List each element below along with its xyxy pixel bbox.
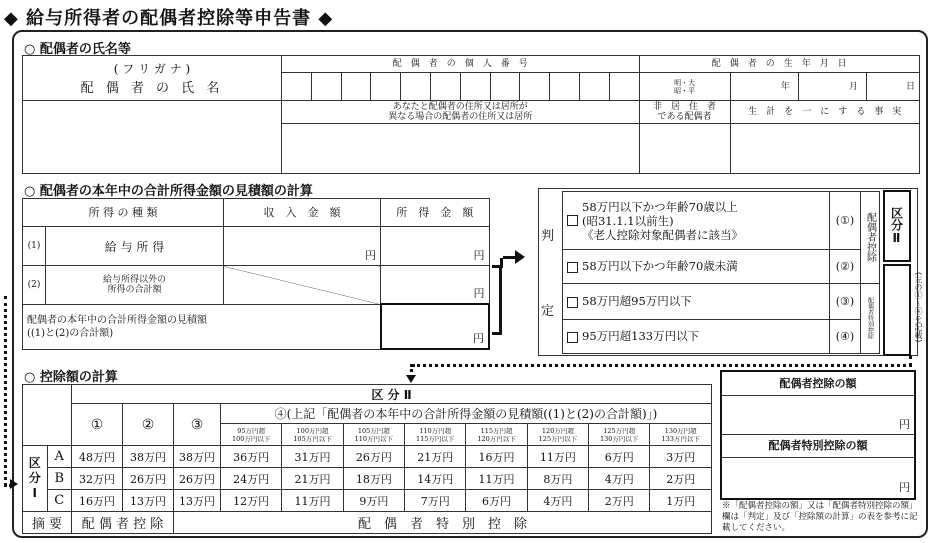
- amount-cell: 11万円: [527, 446, 588, 468]
- tokubetsu-yen: 円: [899, 481, 910, 494]
- col4: ④(上記「配偶者の本年中の合計所得金額の見積額((1)と(2)の合計額)」): [221, 404, 712, 424]
- nonresident-input[interactable]: [639, 123, 730, 173]
- judge-opt4-text: 95万円超133万円以下: [582, 329, 700, 344]
- judge-opt1[interactable]: [563, 192, 830, 250]
- amount-cell: 16万円: [466, 446, 527, 468]
- address-input[interactable]: [282, 123, 640, 173]
- judge-tei: 定: [541, 304, 555, 319]
- col-type: 所 得 の 種 類: [23, 199, 224, 227]
- amount-cell: 13万円: [174, 490, 221, 512]
- range-header: 100万円超 105万円以下: [282, 424, 343, 446]
- checkbox-icon[interactable]: [567, 332, 578, 343]
- birth-month[interactable]: 月: [798, 73, 866, 101]
- amount-cell: 36万円: [221, 446, 282, 468]
- amount-cell: 2万円: [589, 490, 650, 512]
- arrow-head: [515, 250, 525, 264]
- income-table: [22, 198, 490, 350]
- mynumber-digit[interactable]: [430, 73, 460, 101]
- mynumber-digit[interactable]: [579, 73, 609, 101]
- mynumber-digit[interactable]: [550, 73, 580, 101]
- amount-cell: 11万円: [466, 468, 527, 490]
- kubun2-label-box: [883, 190, 911, 262]
- range-header: 105万円超 110万円以下: [343, 424, 404, 446]
- row-label: C: [47, 490, 72, 512]
- row1-shotoku-yen[interactable]: 円: [381, 227, 489, 266]
- amount-cell: 3万円: [650, 446, 712, 468]
- dotted-connector-top: [412, 364, 912, 367]
- amount-cell: 9万円: [343, 490, 404, 512]
- mynumber-digit[interactable]: [401, 73, 431, 101]
- arrow-connector: [492, 265, 502, 335]
- amount-cell: 4万円: [589, 468, 650, 490]
- name-label: 配 偶 者 の 氏 名: [80, 81, 224, 97]
- judge-opt4[interactable]: [563, 319, 830, 353]
- arrow-joint: [500, 258, 503, 268]
- amount-cell: 11万円: [282, 490, 343, 512]
- judge-opt3[interactable]: [563, 283, 830, 319]
- birth-year[interactable]: 年: [730, 73, 798, 101]
- total-yen[interactable]: 円: [381, 304, 489, 349]
- judge-opt1-text: 58万円以下かつ年齢70歳以上 (昭31.1.1以前生) 《老人控除対象配偶者に該当》: [582, 199, 743, 242]
- amount-cell: 48万円: [72, 446, 123, 468]
- kojo-yen: 円: [899, 418, 910, 431]
- amount-cell: 21万円: [405, 446, 466, 468]
- amount-cell: 12万円: [221, 490, 282, 512]
- judge-opt2[interactable]: [563, 250, 830, 283]
- form-title: ◆ 給与所得者の配偶者控除等申告書 ◆: [4, 8, 334, 29]
- amount-cell: 7万円: [405, 490, 466, 512]
- judge-haigu-kojo: 配偶者控除: [861, 192, 880, 284]
- col-income: 収 入 金 額: [224, 199, 381, 227]
- kojo-amount-label: 配偶者控除の額: [722, 373, 914, 396]
- deduction-table: [22, 384, 712, 534]
- table-row: [23, 490, 712, 512]
- era-field[interactable]: 明・大 昭・平: [639, 73, 730, 101]
- judge-han: 判: [541, 229, 555, 244]
- mynumber-digit[interactable]: [282, 73, 312, 101]
- nonresident-label: 非 居 住 者 である配偶者: [639, 101, 730, 123]
- birth-label: 配 偶 者 の 生 年 月 日: [639, 56, 919, 73]
- amount-cell: 24万円: [221, 468, 282, 490]
- amount-cell: 32万円: [72, 468, 123, 490]
- mynumber-digit[interactable]: [460, 73, 490, 101]
- amount-cell: 14万円: [405, 468, 466, 490]
- dotted-connector-left: [4, 296, 7, 486]
- range-header: 120万円超 125万円以下: [527, 424, 588, 446]
- kana-label: ( フ リ ガ ナ ): [113, 62, 191, 77]
- kubun1-label: 区 分 Ⅰ: [23, 446, 48, 512]
- row1-label: 給 与 所 得: [46, 227, 224, 266]
- amount-cell: 18万円: [343, 468, 404, 490]
- judge-n2: (②): [830, 250, 861, 283]
- name-label-cell: [23, 56, 282, 101]
- amount-cell: 1万円: [650, 490, 712, 512]
- section-income-heading: ○ 配偶者の本年中の合計所得金額の見積額の計算: [24, 184, 313, 199]
- spouse-info-table: [22, 55, 920, 174]
- right-arrow-icon: [10, 479, 18, 489]
- dotted-connector-right: [909, 356, 912, 366]
- section-spouse-name-heading: ○ 配偶者の氏名等: [24, 42, 131, 57]
- row-label: A: [47, 446, 72, 468]
- side-note: (左の①〜④を記載): [914, 272, 923, 343]
- range-header: 125万円超 130万円以下: [589, 424, 650, 446]
- address-label: あなたと配偶者の住所又は居所が 異なる場合の配偶者の住所又は居所: [282, 101, 640, 123]
- birth-day[interactable]: 日: [866, 73, 919, 101]
- corner-cell: [23, 385, 72, 446]
- range-header: 130万円超 133万円以下: [650, 424, 712, 446]
- row-label: B: [47, 468, 72, 490]
- tekiyo-kojo: 配 偶 者 控 除: [72, 512, 174, 534]
- livelihood-input[interactable]: [730, 123, 919, 173]
- amount-cell: 13万円: [123, 490, 174, 512]
- col-shotoku: 所 得 金 額: [381, 199, 489, 227]
- col3: ③: [174, 404, 221, 446]
- mynumber-digit[interactable]: [341, 73, 371, 101]
- table-row: [23, 468, 712, 490]
- checkbox-icon[interactable]: [567, 262, 578, 273]
- name-input[interactable]: [23, 101, 282, 174]
- amount-cell: 26万円: [123, 468, 174, 490]
- row2-no: (2): [23, 266, 46, 305]
- amount-cell: 26万円: [343, 446, 404, 468]
- kubun2-header: 区 分 Ⅱ: [72, 385, 712, 404]
- mynumber-digit[interactable]: [371, 73, 401, 101]
- judge-opt3-text: 58万円超95万円以下: [582, 294, 692, 309]
- kojo-amount-input[interactable]: [722, 396, 914, 434]
- amount-cell: 38万円: [174, 446, 221, 468]
- checkbox-icon[interactable]: [567, 215, 578, 226]
- amount-cell: 6万円: [589, 446, 650, 468]
- row2-income-diagonal: [224, 266, 381, 305]
- note-text: ※「配偶者控除の額」又は「配偶者特別控除の額」欄は「判定」及び「控除額の計算」の表を参考に記載してください。: [722, 501, 918, 533]
- section-deduction-heading: ○ 控除額の計算: [24, 370, 118, 385]
- kubun2-label: 区分Ⅱ: [889, 207, 904, 245]
- tekiyo-label: 摘 要: [23, 512, 72, 534]
- total-label: 配偶者の本年中の合計所得金額の見積額 ((1)と(2)の合計額): [23, 304, 381, 349]
- amount-cell: 4万円: [527, 490, 588, 512]
- mynumber-digit[interactable]: [520, 73, 550, 101]
- mynumber-digit[interactable]: [609, 73, 639, 101]
- amount-cell: 16万円: [72, 490, 123, 512]
- judge-haigu-tokubetsu: 配偶者特別控除: [861, 283, 880, 353]
- row2-shotoku-yen[interactable]: 円: [381, 266, 489, 305]
- amount-cell: 38万円: [123, 446, 174, 468]
- down-arrow-icon: [406, 375, 416, 383]
- row1-no: (1): [23, 227, 46, 266]
- checkbox-icon[interactable]: [567, 297, 578, 308]
- judge-n1: (①): [830, 192, 861, 250]
- tekiyo-tokubetsu: 配 偶 者 特 別 控 除: [174, 512, 712, 534]
- mynumber-label: 配 偶 者 の 個 人 番 号: [282, 56, 640, 73]
- mynumber-digit[interactable]: [490, 73, 520, 101]
- row1-income-yen[interactable]: 円: [224, 227, 381, 266]
- judge-opt2-text: 58万円以下かつ年齢70歳未満: [582, 259, 738, 274]
- range-header: 115万円超 120万円以下: [466, 424, 527, 446]
- judge-n3: (③): [830, 283, 861, 319]
- col1: ①: [72, 404, 123, 446]
- kubun2-input[interactable]: [883, 264, 911, 356]
- tokubetsu-amount-label: 配偶者特別控除の額: [722, 434, 914, 458]
- amount-cell: 8万円: [527, 468, 588, 490]
- table-row: [23, 446, 712, 468]
- amount-cell: 31万円: [282, 446, 343, 468]
- amount-cell: 6万円: [466, 490, 527, 512]
- amount-cell: 26万円: [174, 468, 221, 490]
- judge-table: [562, 191, 880, 354]
- amount-cell: 2万円: [650, 468, 712, 490]
- col2: ②: [123, 404, 174, 446]
- row2-label: 給与所得以外の 所得の合計額: [46, 266, 224, 305]
- livelihood-label: 生 計 を 一 に す る 事 実: [730, 101, 919, 123]
- amount-cell: 21万円: [282, 468, 343, 490]
- mynumber-digit[interactable]: [311, 73, 341, 101]
- range-header: 110万円超 115万円以下: [405, 424, 466, 446]
- tokubetsu-amount-input[interactable]: [722, 457, 914, 497]
- range-header: 95万円超 100万円以下: [221, 424, 282, 446]
- judge-n4: (④): [830, 319, 861, 353]
